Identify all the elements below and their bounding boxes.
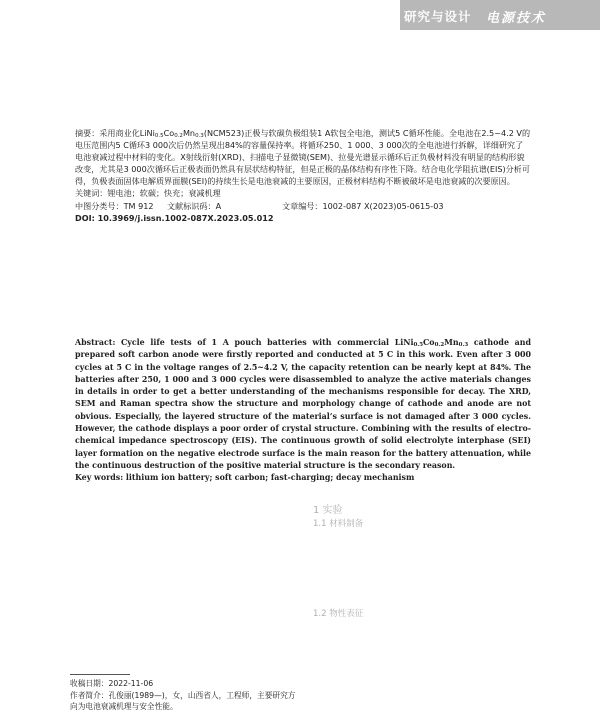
- formula-subscript: 0.2: [174, 133, 183, 139]
- abstract-cn-label: 摘要：: [75, 128, 100, 138]
- header-journal-name: 电源技术: [486, 11, 547, 26]
- abstract-cn-seg: Co: [163, 128, 175, 138]
- abstract-cn-text: [75, 127, 531, 187]
- abstract-cn-seg: Mn: [182, 128, 196, 138]
- abstract-cn-seg: 采用商业化LiNi: [99, 128, 155, 138]
- doi: DOI: 10.3969/j.issn.1002-087X.2023.05.012: [75, 212, 274, 223]
- section-heading-experiment: 1 实验: [313, 505, 343, 516]
- document-code: 文献标识码：A: [167, 200, 222, 211]
- abstract-english: [75, 337, 531, 485]
- abstract-chinese: [75, 127, 531, 224]
- received-date: 收稿日期：2022-11-06: [70, 679, 154, 688]
- formula-subscript: 0.5: [413, 342, 424, 348]
- abstract-en-text: [75, 337, 531, 472]
- journal-header-band: [400, 0, 600, 30]
- article-number: 文章编号：1002-087 X(2023)05-0615-03: [282, 200, 444, 211]
- formula-subscript: 0.5: [154, 133, 164, 139]
- subsection-heading-characterization: 1.2 物性表征: [313, 609, 364, 619]
- formula-subscript: 0.3: [458, 342, 469, 348]
- classification-row: [75, 200, 531, 212]
- clc-number: 中图分类号：TM 912: [75, 200, 154, 211]
- footnote-divider: [70, 674, 130, 675]
- abstract-en-seg: Co: [423, 338, 435, 347]
- author-bio: 作者简介：孔俊丽(1989—)，女，山西省人，工程师，主要研究方向为电池衰减机理与安全性能。: [70, 690, 296, 711]
- abstract-en-seg: Mn: [444, 338, 459, 347]
- keywords-en: Key words: lithium ion battery; soft carbon; fast-charging; decay mechanism: [75, 473, 415, 483]
- formula-subscript: 0.3: [195, 133, 204, 139]
- formula-subscript: 0.2: [434, 342, 445, 348]
- footnote: [70, 678, 298, 713]
- subsection-heading-materials: 1.1 材料制备: [313, 519, 364, 529]
- keywords-cn: 关键词：锂电池；软碳；快充；衰减机理: [75, 188, 221, 199]
- abstract-en-seg: cathode and prepared soft carbon anode were firstly reported and conducted at 5 C in this work. Even after 3 000 cycles at 5 C in the voltage ranges of 2.5~4.2 V, the capacity retention can be nearly kept at 84%. The batteries after 250, 1 000 and 3 000 cycles were disassembled to analyze the active materials changes in details in order to get a better understanding of the mechanisms responsible for decay. The XRD, SEM and Raman spectra show the structure and morphology change of cathode and anode are not obvious. Especially, the layered structure of the material’s surface is not damaged after 3 000 cycles. However, the cathode displays a poor order of crystal structure. Combining with the results of electro-chemical impedance spectroscopy (EIS). The continuous growth of solid electrolyte interphase (SEI) layer formation on the negative electrode surface is the main reason for the battery attenuation, while the continuous destruction of the positive material structure is the secondary reason.: [75, 338, 531, 470]
- abstract-cn-seg: (NCM523)正极与软碳负极组装1 A软包全电池，测试5 C循环性能。全电池在2.5~4.2 V的电压范围内5 C循环3 000次后仍然呈现出84%的容量保持率。将循环250、1 000、3 000次的全电池进行拆解，详细研究了电池衰减过程中材料的变化。X射线衍射(XRD)、扫描电子显微镜(SEM)、拉曼光谱显示循环后正负极材料没有明显的结构形貌改变，尤其是3 000次循环后正极表面仍然具有层状结构特征，但是正极的晶体结构有序性下降。结合电化学阻抗谱(EIS)分析可得，负极表面固体电解质界面膜(SEI)的持续生长是电池衰减的主要原因，正极材料结构不断被破坏是电池衰减的次要原因。: [75, 128, 531, 187]
- header-section-label: 研究与设计: [404, 9, 472, 24]
- abstract-en-seg: Abstract: Cycle life tests of 1 A pouch batteries with commercial LiNi: [75, 338, 414, 347]
